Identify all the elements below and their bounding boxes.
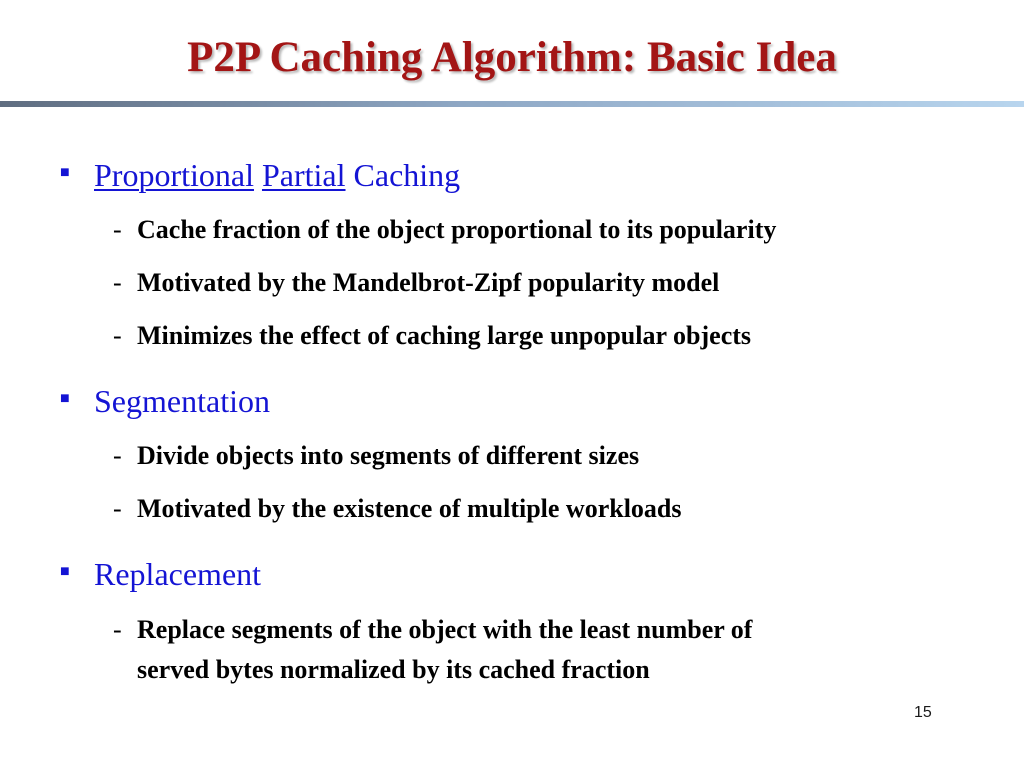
sub-item-text: Motivated by the existence of multiple workloads: [137, 494, 682, 523]
title-divider: [0, 101, 1024, 107]
sub-item: [113, 437, 639, 475]
sub-item: [113, 611, 752, 649]
dash-bullet-icon: -: [113, 494, 122, 523]
sub-item-text: Motivated by the Mandelbrot-Zipf popularity model: [137, 268, 720, 297]
sub-item: [113, 490, 682, 528]
sub-item-text: Minimizes the effect of caching large unpopular objects: [137, 321, 752, 350]
page-number: 15: [914, 704, 932, 721]
bullet-heading: Replacement: [94, 556, 262, 592]
sub-item: [113, 317, 751, 355]
square-bullet-icon: ■: [60, 164, 70, 181]
bullet-heading: Segmentation: [94, 383, 270, 419]
sub-item-continuation: [113, 651, 650, 689]
sub-item-text: served bytes normalized by its cached fraction: [137, 655, 650, 684]
sub-item-text: Cache fraction of the object proportional to its popularity: [137, 215, 777, 244]
bullet-heading: [94, 155, 460, 195]
dash-bullet-icon: -: [113, 268, 122, 297]
bullet-replacement: [60, 554, 261, 594]
sub-item-text: Divide objects into segments of different sizes: [137, 441, 640, 470]
dash-bullet-icon: -: [113, 321, 122, 350]
heading-text-caching: Caching: [353, 157, 461, 193]
heading-link-proportional[interactable]: Proportional: [94, 157, 254, 193]
bullet-proportional-partial-caching: [60, 155, 460, 195]
square-bullet-icon: ■: [60, 563, 70, 580]
sub-item: [113, 211, 776, 249]
dash-bullet-icon: -: [113, 441, 122, 470]
sub-item: [113, 264, 719, 302]
sub-item-text: Replace segments of the object with the least number of: [137, 615, 753, 644]
slide-title: P2P Caching Algorithm: Basic Idea: [187, 34, 837, 81]
square-bullet-icon: ■: [60, 390, 70, 407]
dash-bullet-icon: -: [113, 615, 122, 644]
bullet-segmentation: [60, 381, 270, 421]
heading-link-partial[interactable]: Partial: [261, 157, 346, 193]
dash-bullet-icon: -: [113, 215, 122, 244]
